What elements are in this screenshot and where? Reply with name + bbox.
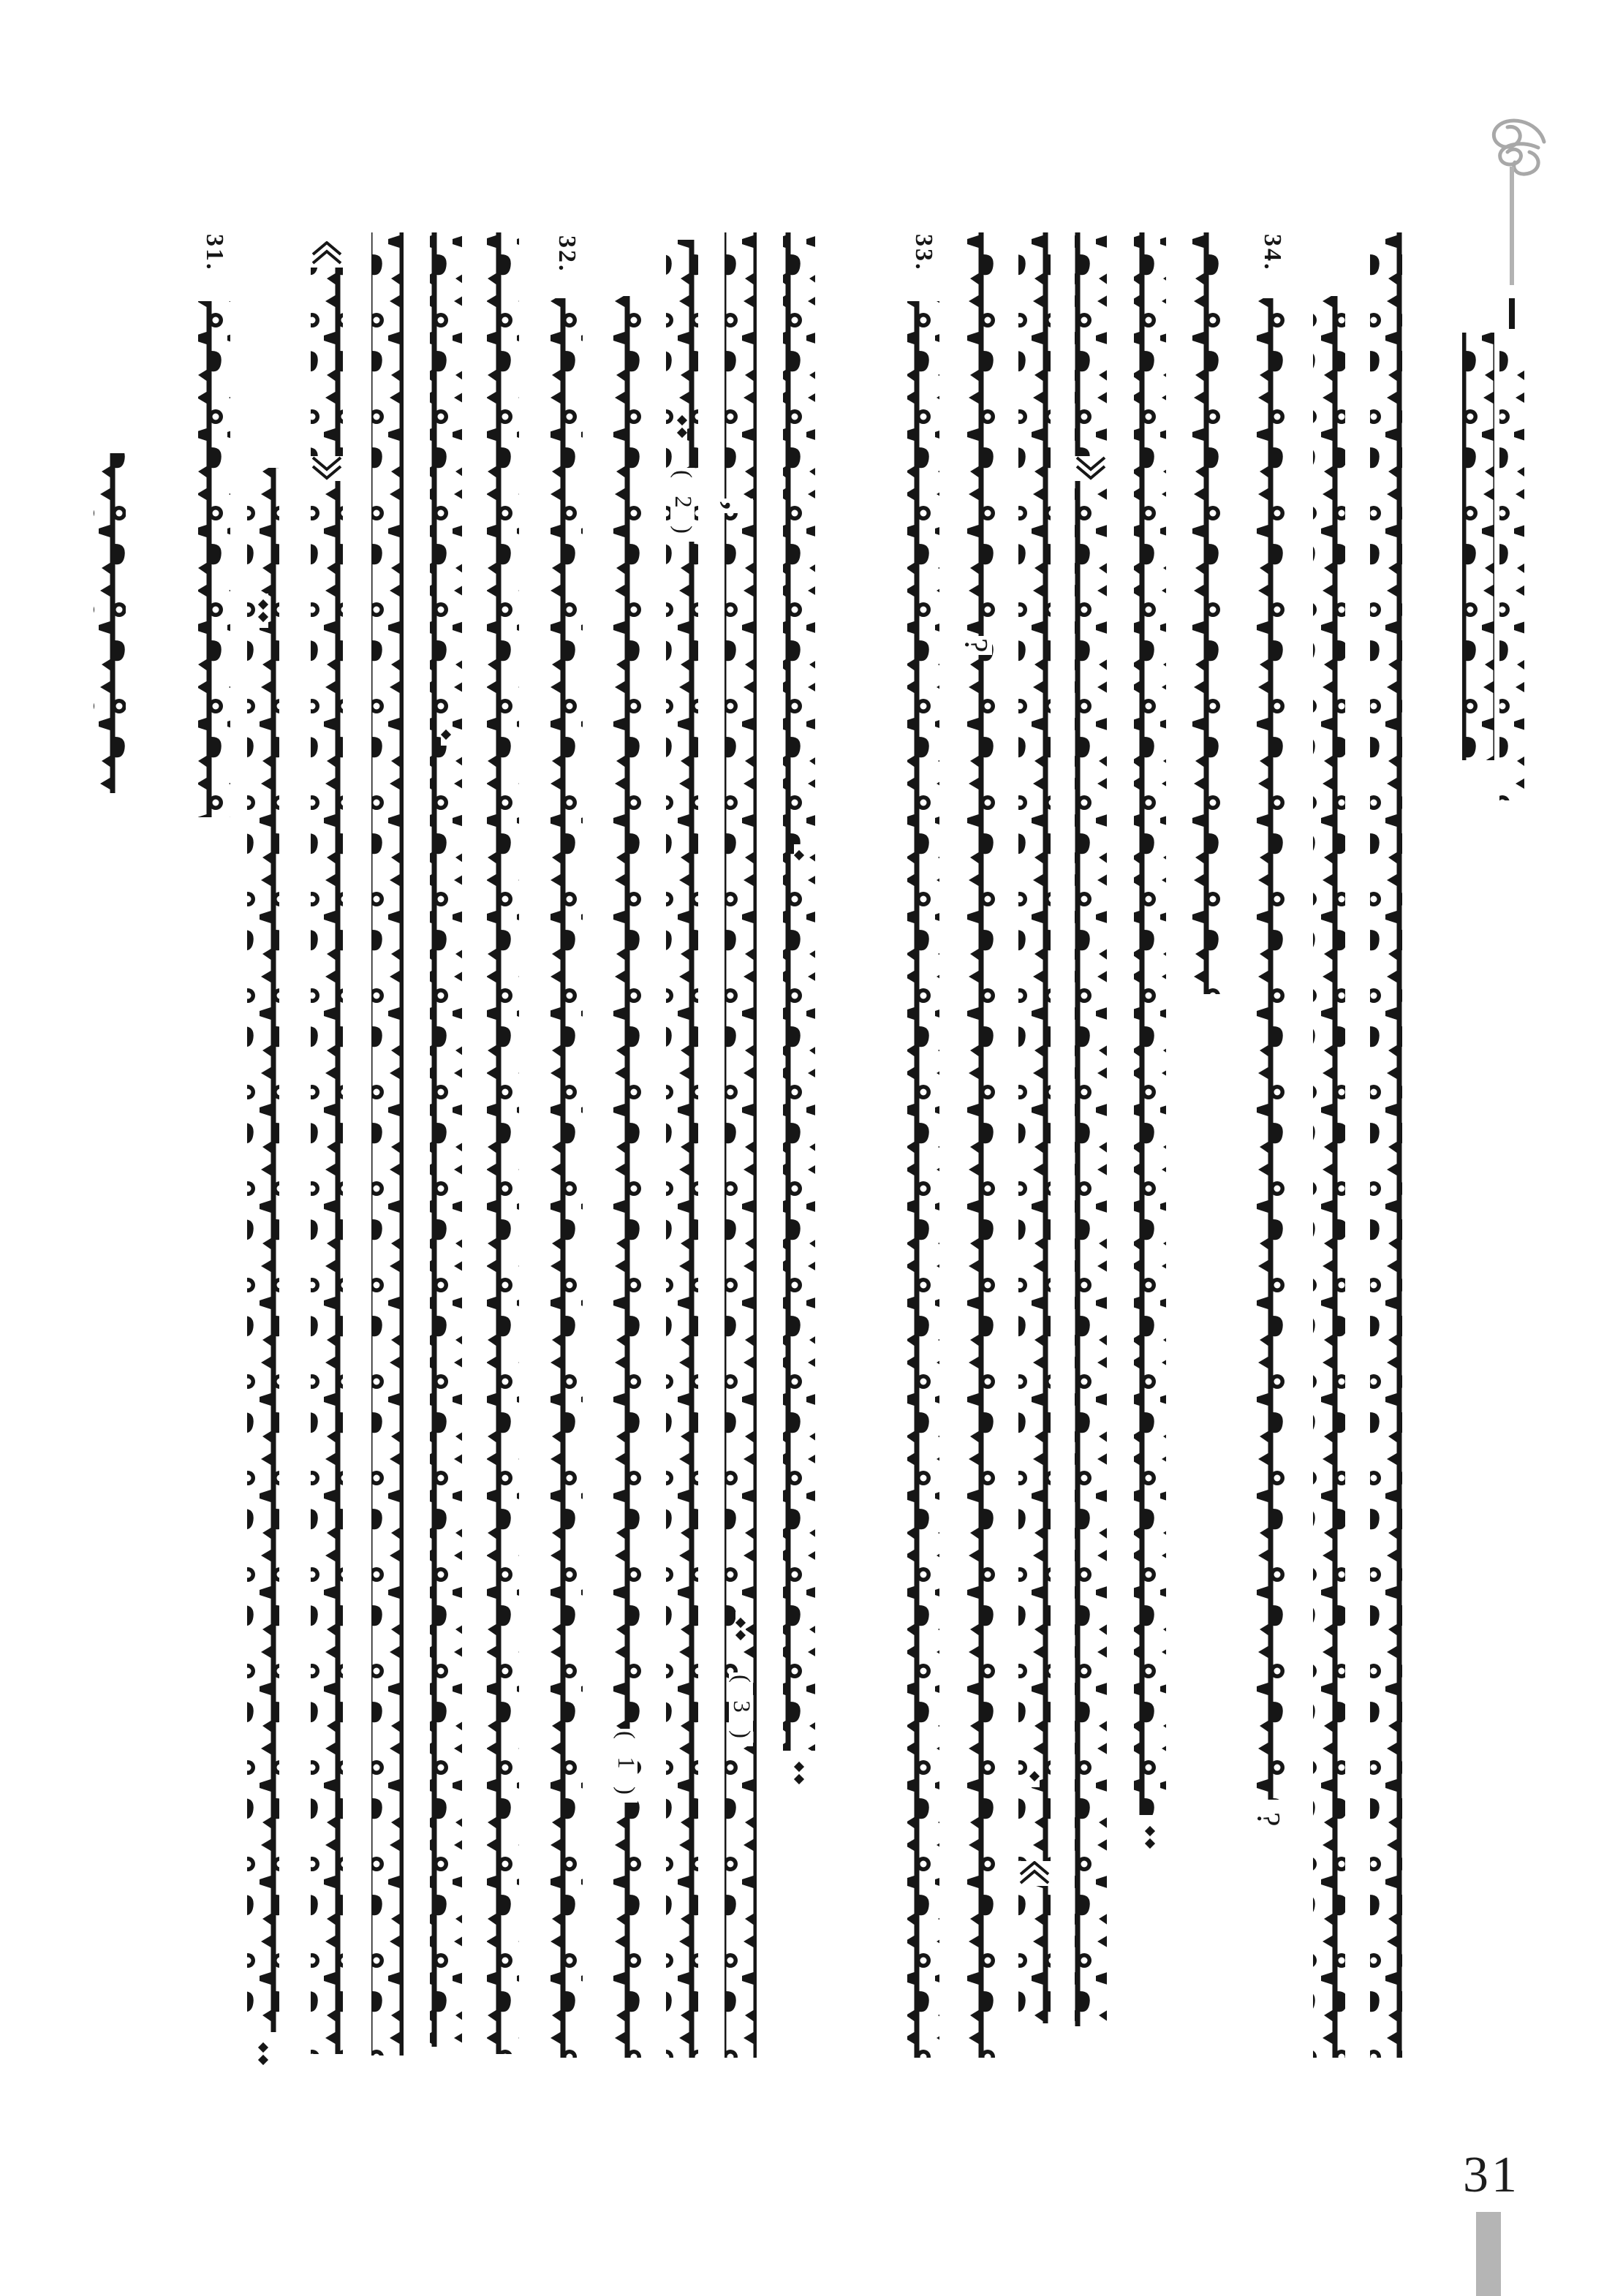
quote-close-icon xyxy=(310,456,344,481)
page-number: 31 xyxy=(1463,2147,1520,2203)
option-marker: ( 1 ) xyxy=(613,1729,638,1803)
colon-punctuation xyxy=(258,2037,268,2071)
header-dash xyxy=(1509,298,1515,329)
question-mark: ? xyxy=(1252,1810,1285,1829)
quote-open-icon xyxy=(1018,1861,1051,1886)
dot-punctuation xyxy=(1029,1765,1040,1787)
question-number-33: 33. xyxy=(910,234,937,272)
dot-punctuation xyxy=(794,844,804,866)
colon-punctuation xyxy=(794,1756,804,1790)
page-corner-tab xyxy=(1476,2212,1501,2296)
question-number-31: 31. xyxy=(201,234,228,272)
colon-punctuation xyxy=(677,409,687,444)
question-number-34: 34. xyxy=(1259,234,1286,272)
colon-punctuation xyxy=(735,1612,746,1646)
option-marker: ( 3 ) xyxy=(729,1672,753,1746)
option-marker: ( 2 ) xyxy=(670,468,695,542)
comma-mark: , xyxy=(719,499,753,513)
header-divider-line xyxy=(1510,167,1514,285)
question-number-32: 32. xyxy=(553,235,580,273)
question-mark: ? xyxy=(960,636,992,655)
quote-open-icon xyxy=(310,241,344,266)
quote-close-icon xyxy=(1074,456,1108,481)
dot-punctuation xyxy=(441,724,451,746)
colon-punctuation xyxy=(258,594,268,628)
colon-punctuation xyxy=(1145,1820,1155,1854)
